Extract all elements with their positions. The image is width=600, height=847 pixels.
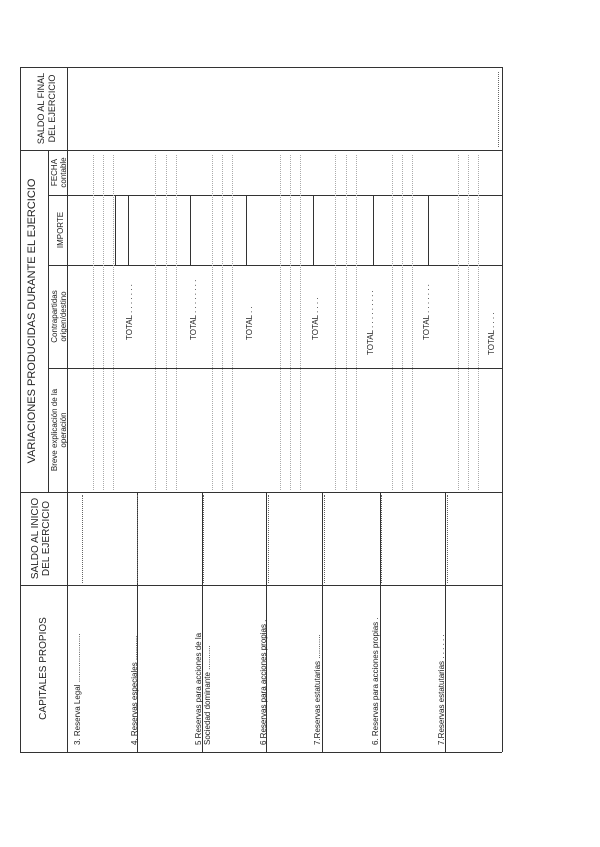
total-text: TOTAL . . . . . . . . .	[366, 290, 375, 355]
row-label-reservas-acciones-propias	[259, 620, 268, 745]
row-sep	[322, 492, 323, 752]
dotted-entry-line	[290, 155, 291, 490]
total-label	[366, 290, 375, 355]
table-border-left	[20, 67, 21, 752]
header-text: origen/destino	[59, 291, 68, 342]
dotted-entry-line	[335, 155, 336, 490]
row-label-reservas-acciones-propias-2	[371, 617, 380, 745]
dotted-entry-line	[478, 155, 479, 490]
header-text: operación	[59, 412, 68, 448]
dotted-entry-line	[166, 155, 167, 490]
table-border-bottom	[20, 752, 502, 753]
importe-sep	[128, 195, 129, 265]
header-importe	[52, 195, 65, 265]
header-contrapartidas	[50, 265, 68, 368]
dotted-entry-line	[176, 155, 177, 490]
dotted-entry-line	[103, 155, 104, 490]
entry-line	[498, 72, 499, 147]
entry-line	[447, 495, 448, 583]
total-label	[311, 297, 320, 340]
row-label-reservas-especiales	[130, 636, 139, 745]
entry-line	[381, 495, 382, 583]
dotted-entry-line	[458, 155, 459, 490]
entry-line	[203, 495, 204, 583]
header-fecha	[50, 150, 68, 195]
entry-line	[82, 495, 83, 583]
header-text: Contrapartidas	[50, 290, 59, 343]
dotted-entry-line	[346, 155, 347, 490]
dotted-entry-line	[222, 155, 223, 490]
variaciones-sub-separator	[48, 150, 49, 492]
col-sep-fecha	[48, 195, 502, 196]
row-label-reserva-legal	[73, 633, 82, 745]
col-sep-breve	[20, 492, 502, 493]
importe-sep	[313, 195, 314, 265]
header-variaciones	[27, 150, 38, 492]
importe-sep	[373, 195, 374, 265]
total-text: TOTAL . . . . . . .	[125, 284, 134, 340]
importe-sep	[246, 195, 247, 265]
total-text: TOTAL . . . . . . . .	[189, 279, 198, 340]
header-text: IMPORTE	[56, 211, 65, 249]
header-text: SALDO AL FINAL	[36, 72, 46, 145]
row-label-text: 6. Reservas para acciones propias .	[371, 617, 380, 745]
header-text: DEL EJERCICIO	[41, 500, 52, 577]
total-text: TOTAL . . . .	[311, 297, 320, 340]
dotted-entry-line	[280, 155, 281, 490]
header-saldo-final	[36, 67, 58, 150]
row-label-text: 7.Reservas estatutarias . . . . . .	[437, 634, 446, 745]
header-capitales-propios	[30, 585, 49, 752]
row-label-text: 5 Reservas para acciones de la	[194, 632, 203, 745]
header-text: DEL EJERCICIO	[47, 74, 57, 143]
row-label-text: 4. Reservas especiales ...........	[130, 635, 139, 745]
dotted-entry-line	[468, 155, 469, 490]
entry-line	[324, 495, 325, 583]
dotted-entry-line	[93, 155, 94, 490]
total-label	[245, 306, 254, 340]
header-text: Breve explicación de la	[50, 388, 59, 472]
row-label-reservas-sociedad-dominante	[194, 633, 212, 745]
importe-sep	[428, 195, 429, 265]
row-label-text: 3. Reserva Legal ......................	[73, 633, 82, 745]
dotted-entry-line	[356, 155, 357, 490]
header-breve	[50, 368, 68, 492]
dotted-entry-line	[412, 155, 413, 490]
col-sep-importe	[48, 265, 502, 266]
total-text: TOTAL . . . .	[487, 312, 496, 355]
dotted-entry-line	[113, 155, 114, 490]
col-sep-saldo-final	[20, 150, 502, 151]
header-text: FECHA	[50, 158, 59, 187]
dotted-entry-line	[155, 155, 156, 490]
row-label-text: Sociedad dominante ...........	[203, 645, 212, 745]
col-sep-contrapartidas	[48, 368, 502, 369]
row-label-reservas-estatutarias	[313, 634, 322, 745]
table-border-right	[502, 67, 503, 752]
entry-line	[137, 495, 138, 583]
header-text: VARIACIONES PRODUCIDAS DURANTE EL EJERCICIO	[26, 178, 38, 464]
total-label	[125, 284, 134, 340]
importe-sep	[190, 195, 191, 265]
header-text: CAPITALES PROPIOS	[38, 617, 49, 720]
header-text: contable	[59, 157, 68, 188]
header-text: SALDO AL INICIO	[30, 497, 41, 580]
dotted-entry-line	[212, 155, 213, 490]
total-text: TOTAL . . . . . . .	[422, 284, 431, 340]
importe-sep	[115, 195, 116, 265]
total-text: TOTAL . .	[245, 306, 254, 340]
total-label	[189, 280, 198, 340]
total-label	[487, 312, 496, 355]
total-label	[422, 284, 431, 340]
dotted-entry-line	[392, 155, 393, 490]
entry-line	[268, 495, 269, 583]
dotted-entry-line	[300, 155, 301, 490]
row-label-text: 7.Reservas estatutarias ...........	[313, 634, 322, 745]
dotted-entry-line	[232, 155, 233, 490]
row-label-reservas-estatutarias-2	[437, 634, 446, 745]
row-label-text: 6 Reservas para acciones propias .	[259, 619, 268, 745]
table-border-top	[20, 67, 502, 68]
header-saldo-inicio	[30, 492, 52, 585]
dotted-entry-line	[402, 155, 403, 490]
col-sep-saldo-inicio	[20, 585, 502, 586]
